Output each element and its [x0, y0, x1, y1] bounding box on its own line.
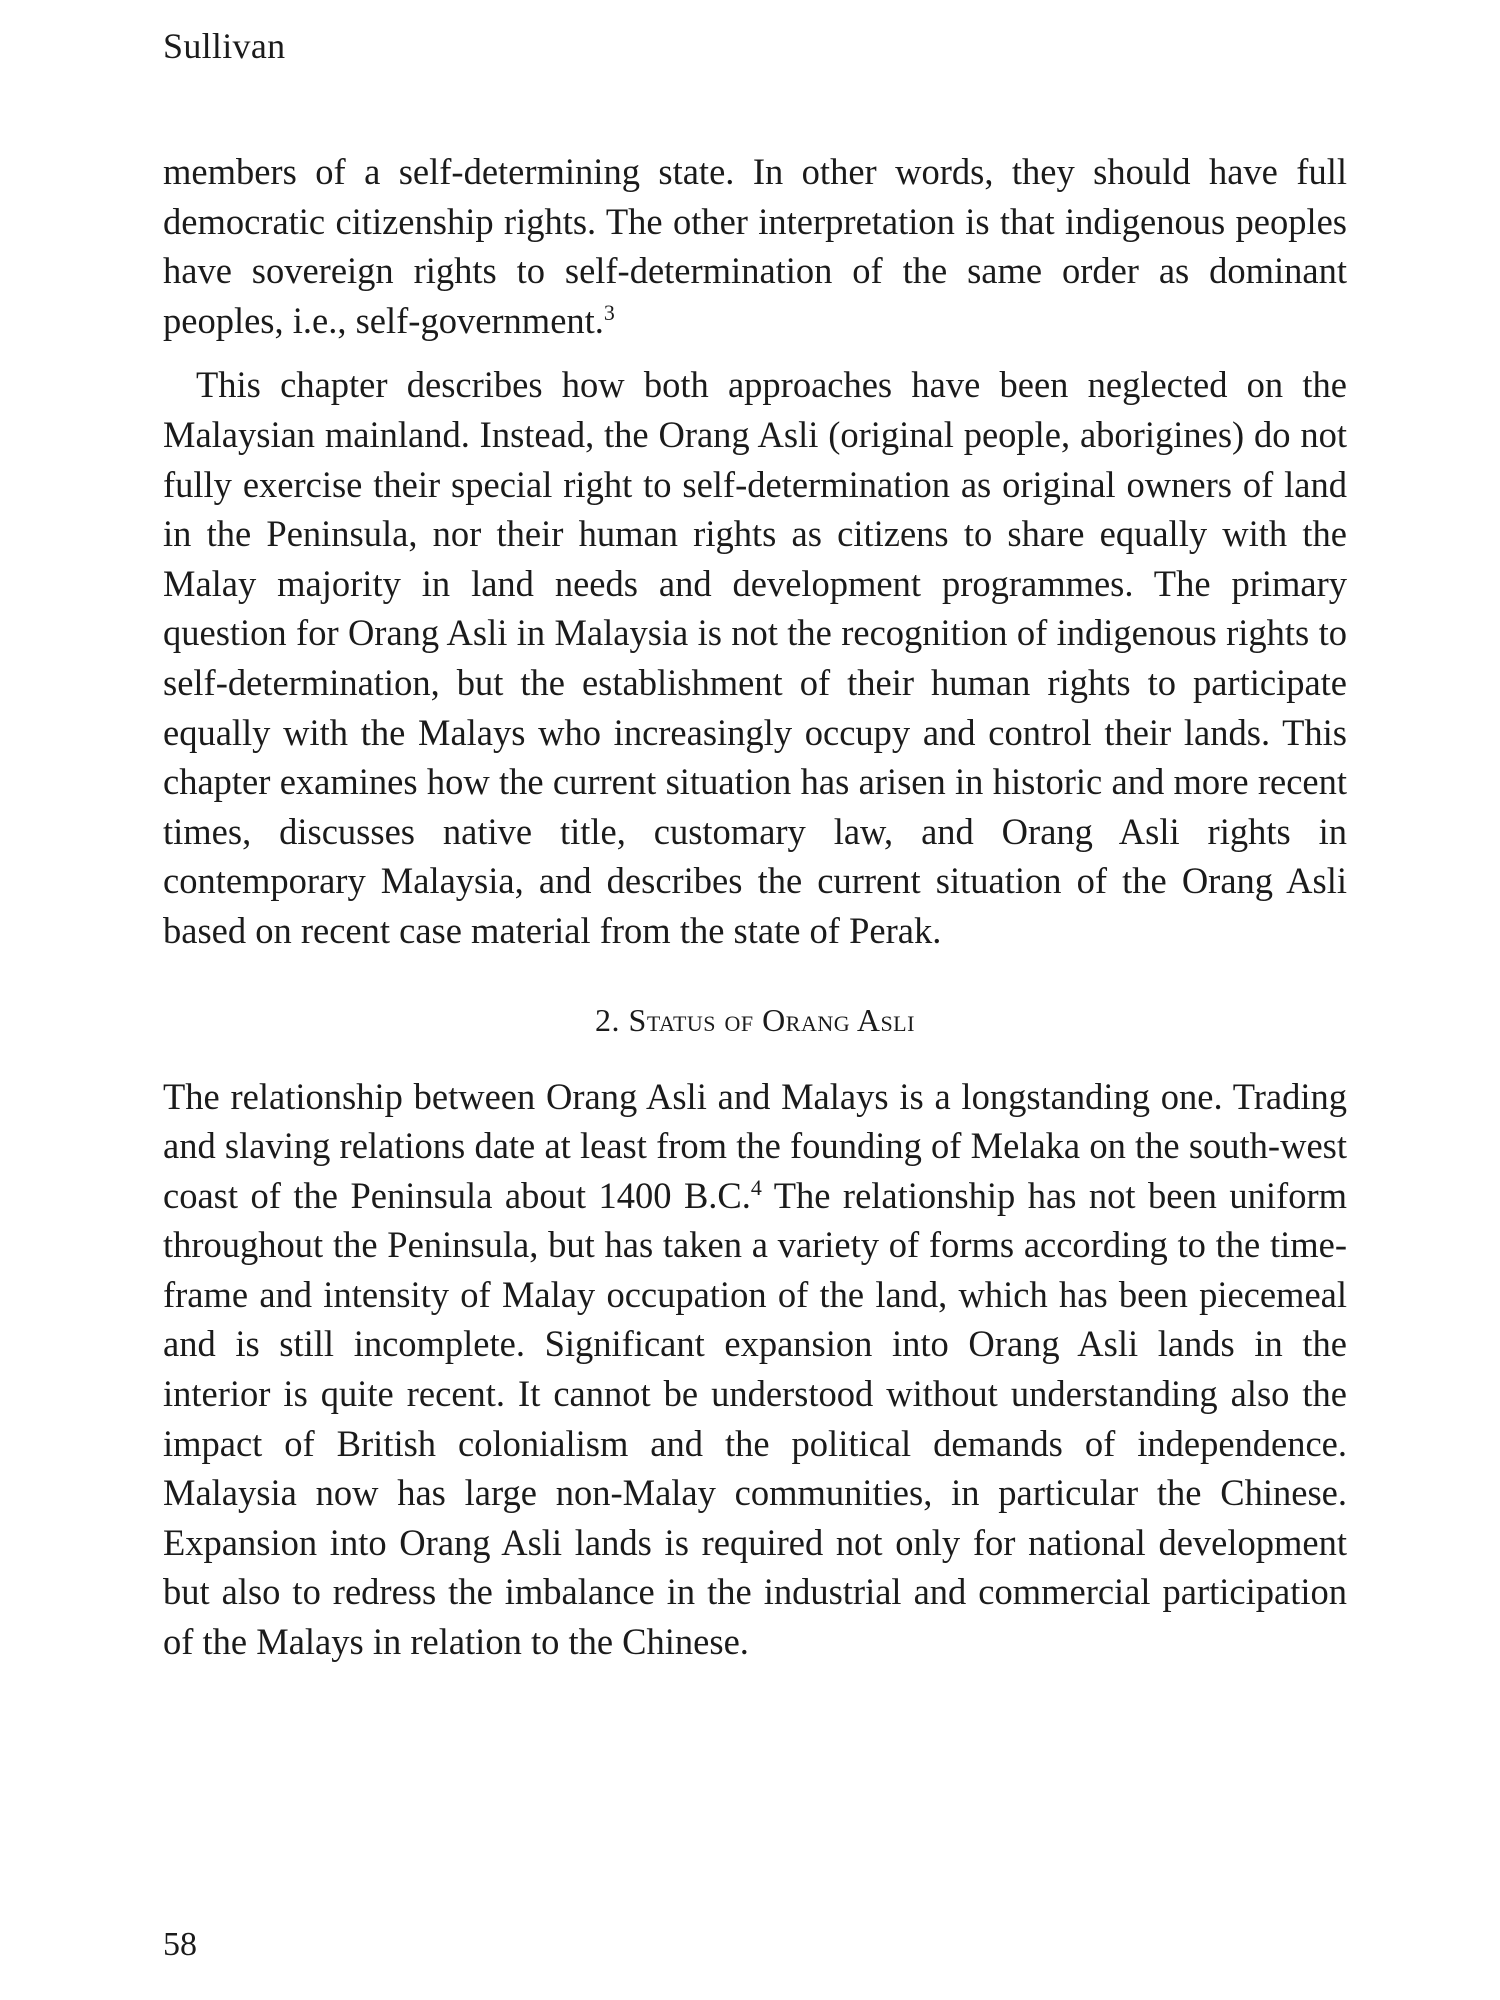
paragraph-1 — [163, 147, 1347, 345]
paragraph-3 — [163, 1072, 1347, 1667]
section-heading: 2. Status of Orang Asli — [595, 1001, 915, 1038]
paragraph-2: This chapter describes how both approaches have been neglected on the Malaysian mainland. Instead, the Orang Asli (original people, aborigines) do not fully exercise their special right to self-determination as original owners of land in the Peninsula, nor their human rights as citizens to share equally with the Malay majority in land needs and development programmes. The primary question for Orang Asli in Malaysia is not the recognition of indigenous rights to self-determination, but the establishment of their human rights to participate equally with the Malays who increasingly occupy and control their lands. This chapter examines how the current situation has arisen in historic and more recent times, discusses native title, customary law, and Orang Asli rights in contemporary Malaysia, and describes the current situation of the Orang Asli based on recent case material from the state of Perak. — [163, 364, 1347, 951]
paragraph-3-text-a: The relationship between Orang Asli and Malays is a longstanding one. Trading and slaving relations date at least from the founding of Melaka on the south-west coast of the Peninsula about 1400 B.C. — [163, 1075, 1347, 1216]
footnote-marker-4[interactable]: 4 — [750, 1174, 762, 1200]
footnote-marker-3[interactable]: 3 — [603, 299, 615, 325]
running-head: Sullivan — [163, 26, 286, 66]
body-text — [163, 147, 1347, 1667]
paragraph-1-text: members of a self-determining state. In other words, they should have full democratic citizenship rights. The other interpretation is that indigenous peoples have sovereign rights to self-determination of the same order as dominant peoples, i.e., self-government. — [163, 151, 1347, 341]
paragraph-3-text-b: The relationship has not been uniform throughout the Peninsula, but has taken a variety of forms according to the time-frame and intensity of Malay occupation of the land, which has been piecemeal and is still incomplete. Significant expansion into Orang Asli lands in the interior is quite recent. It cannot be understood without understanding also the impact of British colonialism and the political demands of independence. Malaysia now has large non-Malay communities, in particular the Chinese. Expansion into Orang Asli lands is required not only for national development but also to redress the imbalance in the industrial and commercial participation of the Malays in relation to the Chinese. — [163, 1174, 1347, 1663]
page-number: 58 — [163, 1926, 197, 1963]
